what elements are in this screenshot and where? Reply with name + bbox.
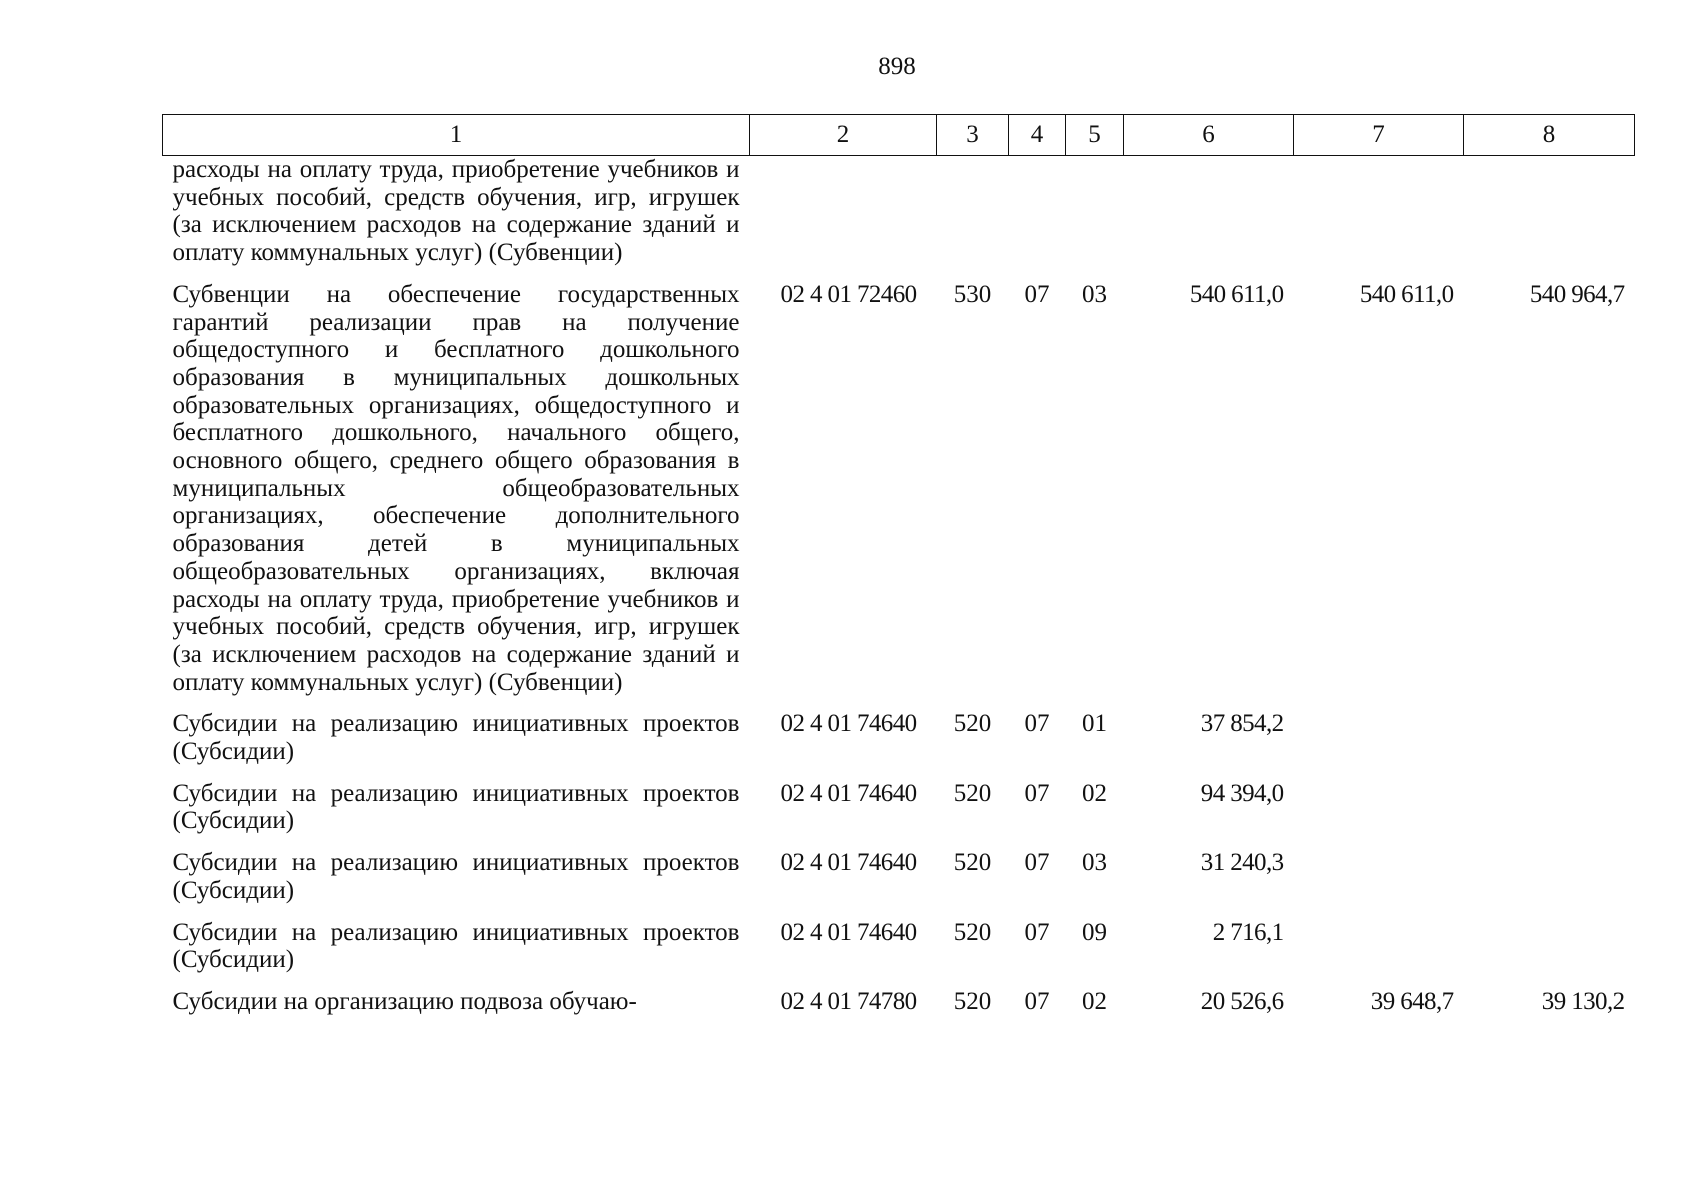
row-amount-col6: 37 854,2 xyxy=(1200,710,1284,738)
row-amount-col7 xyxy=(1294,780,1464,849)
table-row xyxy=(163,988,1635,1016)
header-col-3: 3 xyxy=(937,115,1009,156)
row-amount-col7: 540 611,0 xyxy=(1359,280,1454,308)
table-header xyxy=(163,115,1635,156)
row-expense-type: 520 xyxy=(953,710,992,738)
row-amount-col6 xyxy=(1124,156,1294,281)
table-row xyxy=(163,710,1635,779)
row-amount-col7: 39 648,7 xyxy=(1370,987,1454,1015)
row-section: 07 xyxy=(1024,779,1050,807)
row-expense-type: 520 xyxy=(953,918,992,946)
header-col-8: 8 xyxy=(1464,115,1635,156)
row-amount-col6: 20 526,6 xyxy=(1200,987,1284,1015)
row-description: Субсидии на реализацию инициативных проектов (Субсидии) xyxy=(172,710,740,766)
row-target-code: 02 4 01 74640 xyxy=(780,849,917,877)
row-description: Субсидии на организацию подвоза обучаю- xyxy=(172,987,637,1015)
row-expense-type: 520 xyxy=(953,849,992,877)
row-target-code: 02 4 01 74780 xyxy=(780,987,917,1015)
row-subsection: 09 xyxy=(1082,918,1107,946)
row-expense-type xyxy=(937,156,1009,281)
row-target-code: 02 4 01 72460 xyxy=(780,280,917,308)
row-subsection: 03 xyxy=(1082,849,1107,877)
row-amount-col8 xyxy=(1464,710,1635,779)
row-amount-col6: 31 240,3 xyxy=(1200,849,1284,877)
header-col-6: 6 xyxy=(1124,115,1294,156)
row-amount-col8: 39 130,2 xyxy=(1541,987,1625,1015)
row-amount-col7 xyxy=(1294,710,1464,779)
row-amount-col6: 540 611,0 xyxy=(1189,280,1284,308)
row-amount-col8 xyxy=(1464,156,1635,281)
row-section: 07 xyxy=(1024,849,1050,877)
row-section: 07 xyxy=(1024,280,1050,308)
row-section: 07 xyxy=(1024,918,1050,946)
header-col-1: 1 xyxy=(163,115,750,156)
table-row xyxy=(163,281,1635,711)
row-amount-col7 xyxy=(1294,919,1464,988)
table-row xyxy=(163,156,1635,281)
table-row xyxy=(163,849,1635,918)
header-col-5: 5 xyxy=(1066,115,1124,156)
row-amount-col7 xyxy=(1294,156,1464,281)
row-amount-col8 xyxy=(1464,780,1635,849)
header-col-7: 7 xyxy=(1294,115,1464,156)
page-number: 898 xyxy=(878,53,916,80)
row-description: Субвенции на обеспечение государственных гарантий реализации прав на получение общедоступного и бесплатного дошкольного образования в муниципальных дошкольных образовательных организациях, общедоступного и бесплатного дошкольного, начального общего, основного общего, среднего общего образования в муниципальных общеобразовательных организациях, обеспечение дополнительного образования детей в муниципальных общеобразовательных организациях, включая расходы на оплату труда, приобретение учебников и учебных пособий, средств обучения, игр, игрушек (за исключением расходов на содержание зданий и оплату коммунальных услуг) (Субвенции) xyxy=(172,280,740,696)
row-section: 07 xyxy=(1024,710,1050,738)
table-row xyxy=(163,780,1635,849)
row-amount-col8 xyxy=(1464,919,1635,988)
row-section xyxy=(1009,156,1066,281)
row-target-code: 02 4 01 74640 xyxy=(780,710,917,738)
row-description: Субсидии на реализацию инициативных проектов (Субсидии) xyxy=(172,779,740,835)
budget-table xyxy=(162,114,1635,1016)
header-col-2: 2 xyxy=(750,115,937,156)
table-row xyxy=(163,919,1635,988)
row-amount-col7 xyxy=(1294,849,1464,918)
row-target-code xyxy=(750,156,937,281)
row-target-code: 02 4 01 74640 xyxy=(780,918,917,946)
row-amount-col8 xyxy=(1464,849,1635,918)
row-expense-type: 520 xyxy=(953,779,992,807)
row-subsection: 01 xyxy=(1082,710,1107,738)
row-section: 07 xyxy=(1024,987,1050,1015)
row-description: Субсидии на реализацию инициативных проектов (Субсидии) xyxy=(172,918,740,974)
row-subsection: 03 xyxy=(1082,280,1107,308)
row-subsection xyxy=(1066,156,1124,281)
row-target-code: 02 4 01 74640 xyxy=(780,779,917,807)
row-amount-col6: 94 394,0 xyxy=(1200,779,1284,807)
row-expense-type: 530 xyxy=(953,280,992,308)
row-amount-col6: 2 716,1 xyxy=(1212,918,1284,946)
row-expense-type: 520 xyxy=(953,987,992,1015)
row-amount-col8: 540 964,7 xyxy=(1529,280,1625,308)
header-row xyxy=(163,115,1635,156)
header-col-4: 4 xyxy=(1009,115,1066,156)
row-subsection: 02 xyxy=(1082,779,1107,807)
row-subsection: 02 xyxy=(1082,987,1107,1015)
row-description: расходы на оплату труда, приобретение учебников и учебных пособий, средств обучения, игр, игрушек (за исключением расходов на содержание зданий и оплату коммунальных услуг) (Субвенции) xyxy=(172,156,740,267)
table-body xyxy=(163,156,1635,1016)
row-description: Субсидии на реализацию инициативных проектов (Субсидии) xyxy=(172,849,740,904)
